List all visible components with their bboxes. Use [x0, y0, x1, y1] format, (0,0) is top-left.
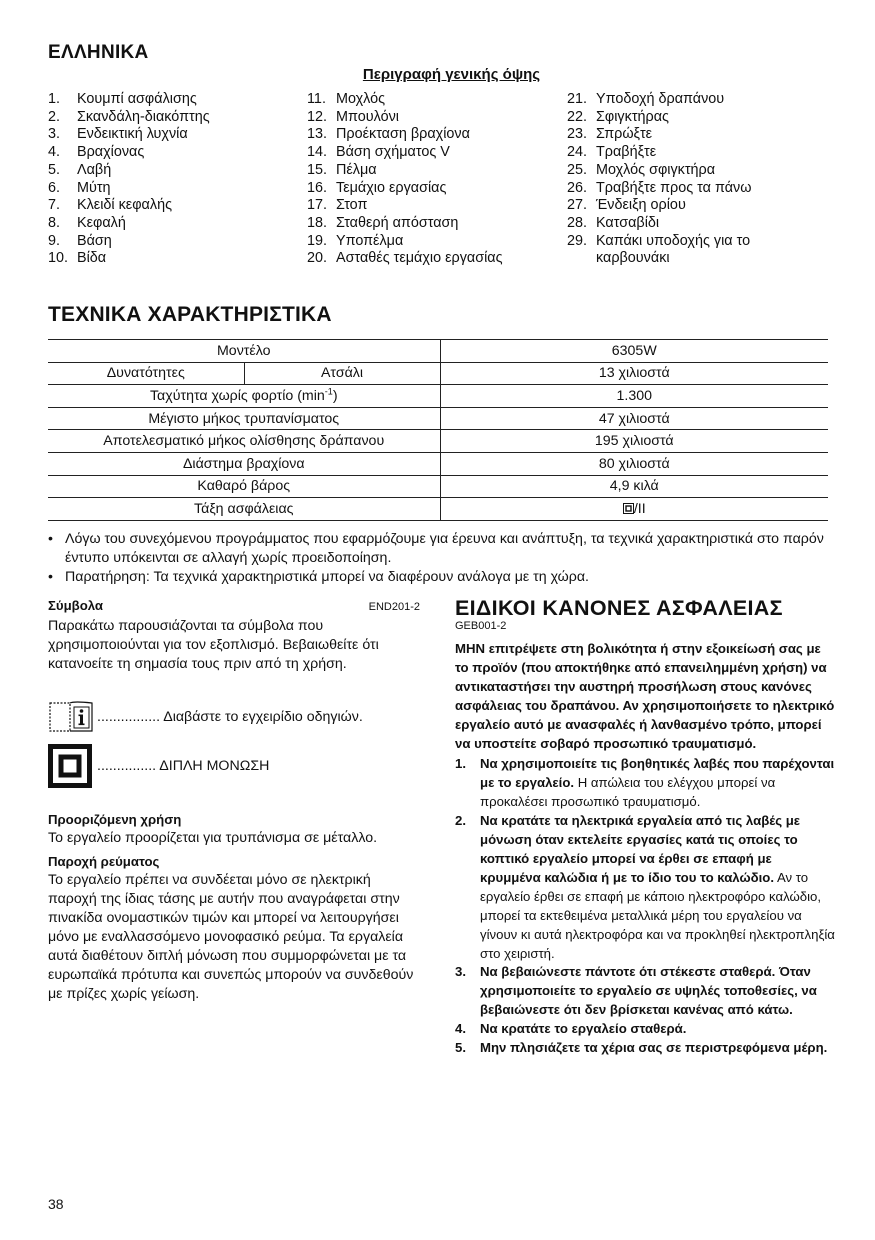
- list-item: 4. Βραχίονας: [48, 144, 145, 161]
- list-item: 3. Ενδεικτική λυχνία: [48, 126, 188, 143]
- list-item: 23. Σπρώξτε: [567, 126, 653, 143]
- list-item: 9. Βάση: [48, 232, 112, 249]
- list-item: • Λόγω του συνεχόμενου προγράμματος που εφαρμόζουμε για έρευνα και ανάπτυξη, τα τεχνικά χαρακτηριστικά στο παρόν έντυπο υπόκεινται σε αλλαγή χωρίς προειδοποίηση.: [48, 531, 824, 566]
- list-item: 26. Τραβήξτε προς τα πάνω: [567, 179, 752, 196]
- spec-value: 4,9 κιλά: [440, 475, 828, 498]
- list-item: 21. Υποδοχή δραπάνου: [567, 91, 725, 107]
- page-number: 38: [48, 1196, 64, 1212]
- double-insulation-icon: [623, 503, 634, 514]
- table-row: [48, 430, 828, 453]
- table-row: [48, 498, 828, 521]
- list-item: 27. Ένδειξη ορίου: [567, 197, 686, 214]
- spec-label: Διάστημα βραχίονα: [48, 452, 440, 475]
- power-supply-section: [48, 852, 420, 1004]
- list-item: 7. Κλειδί κεφαλής: [48, 197, 173, 214]
- list-item: 1. Να χρησιμοποιείτε τις βοηθητικές λαβές που παρέχονται με το εργαλείο. Η απώλεια του ελέγχου μπορεί να προκαλέσει προσωπικό τραυματισμό.: [455, 756, 835, 810]
- table-row: [48, 452, 828, 475]
- intended-use-title: Προοριζόμενη χρήση: [48, 812, 182, 827]
- power-supply-title: Παροχή ρεύματος: [48, 854, 160, 869]
- spec-value: 195 χιλιοστά: [440, 430, 828, 453]
- symbols-intro: Παρακάτω παρουσιάζονται τα σύμβολα που χρησιμοποιούνται για τον εξοπλισμό. Βεβαιωθείτε ότι κατανοείτε τη σημασία τους πριν από τη χρήση.: [48, 618, 379, 672]
- list-item: 10. Βίδα: [48, 250, 107, 267]
- list-item: 6. Μύτη: [48, 179, 111, 196]
- list-item: 19. Υποπέλμα: [307, 232, 404, 249]
- safety-rules-list: [455, 755, 835, 1058]
- list-item: 12. Μπουλόνι: [307, 108, 399, 125]
- table-row: [48, 385, 828, 408]
- safety-class-value: /II: [440, 498, 828, 521]
- overview-title: Περιγραφή γενικής όψης: [362, 66, 541, 83]
- specifications-table: [48, 339, 828, 521]
- symbols-title: Σύμβολα: [48, 598, 104, 613]
- capacity-sub-label: Ατσάλι: [244, 362, 440, 385]
- double-insulation-text: ............... ΔΙΠΛΗ ΜΟΝΩΣΗ: [97, 757, 270, 774]
- list-item: 18. Σταθερή απόσταση: [307, 214, 459, 231]
- specifications-heading: ΤΕΧΝΙΚΑ ΧΑΡΑΚΤΗΡΙΣΤΙΚΑ: [48, 303, 332, 326]
- double-insulation-row: [48, 744, 420, 788]
- list-item: 20. Ασταθές τεμάχιο εργασίας: [307, 250, 503, 267]
- list-item: 17. Στοπ: [307, 197, 368, 214]
- speed-value: 1.300: [440, 385, 828, 408]
- intended-use-section: [48, 810, 420, 848]
- list-item: 11. Μοχλός: [307, 91, 386, 107]
- model-value: 6305W: [440, 340, 828, 363]
- list-item: 29. Καπάκι υποδοχής για το καρβουνάκι: [567, 232, 751, 267]
- parts-list-col-1: [48, 91, 298, 268]
- capacity-value: 13 χιλιοστά: [440, 362, 828, 385]
- list-item: 28. Κατσαβίδι: [567, 214, 660, 231]
- table-row: [48, 475, 828, 498]
- safety-class-label: Τάξη ασφάλειας: [48, 498, 440, 521]
- model-label: Μοντέλο: [48, 340, 440, 363]
- spec-notes: [48, 530, 838, 587]
- safety-rules-body: [455, 640, 835, 1058]
- list-item: 16. Τεμάχιο εργασίας: [307, 179, 447, 196]
- list-item: 1. Κουμπί ασφάλισης: [48, 91, 197, 107]
- list-item: 5. Λαβή: [48, 161, 112, 178]
- list-item: 2. Σκανδάλη-διακόπτης: [48, 108, 210, 125]
- speed-label: Ταχύτητα χωρίς φορτίο $(\min^{-1})$: [48, 385, 440, 408]
- read-manual-icon: [48, 700, 94, 734]
- capacity-label: Δυνατότητες: [48, 362, 244, 385]
- power-supply-text: Το εργαλείο πρέπει να συνδέεται μόνο σε ηλεκτρική παροχή της ίδιας τάσης με αυτήν που αναγράφεται στην πινακίδα ονομαστικών τιμών και μπορεί να λειτουργήσει μόνο με εναλλασσόμενο μονοφασικό ρεύμα. Τα εργαλεία αυτά διαθέτουν διπλή μόνωση που συμμορφώνεται με τα ευρωπαϊκά πρότυπα και συνεπώς μπορούν να συνδεθούν με πρίζες χωρίς γείωση.: [48, 872, 414, 1002]
- safety-rules-heading: ΕΙΔΙΚΟΙ ΚΑΝΟΝΕΣ ΑΣΦΑΛΕΙΑΣ: [455, 596, 783, 620]
- symbols-code: END201-2: [368, 601, 420, 613]
- symbols-section: [48, 596, 420, 674]
- list-item: 22. Σφιγκτήρας: [567, 108, 669, 125]
- double-insulation-large-icon: [48, 744, 92, 788]
- safety-intro: ΜΗΝ επιτρέψετε στη βολικότητα ή στην εξοικείωσή σας με το προϊόν (που αποκτήθηκε από επανειλημμένη χρήση) να αντικαταστήσει την αυστηρή προσήλωση στους κανόνες ασφάλειας του δραπάνου. Αν χρησιμοποιήσετε το ηλεκτρικό εργαλείο αυτό με ανασφαλές ή λανθασμένο τρόπο, μπορεί να υποστείτε σοβαρό προσωπικό τραυματισμό.: [455, 641, 835, 751]
- spec-label: Μέγιστο μήκος τρυπανίσματος: [48, 407, 440, 430]
- list-item: 13. Προέκταση βραχίονα: [307, 126, 470, 143]
- parts-list-col-2: [307, 91, 557, 268]
- intended-use-text: Το εργαλείο προορίζεται για τρυπάνισμα σε μέταλλο.: [48, 830, 378, 846]
- read-manual-row: [48, 700, 420, 734]
- spec-label: Αποτελεσματικό μήκος ολίσθησης δράπανου: [48, 430, 440, 453]
- list-item: 24. Τραβήξτε: [567, 144, 657, 161]
- spec-value: 80 χιλιοστά: [440, 452, 828, 475]
- read-manual-text: ................ Διαβάστε το εγχειρίδιο οδηγιών.: [97, 708, 363, 725]
- list-item: 8. Κεφαλή: [48, 214, 126, 231]
- list-item: 25. Μοχλός σφιγκτήρα: [567, 161, 716, 178]
- list-item: 4. Να κρατάτε το εργαλείο σταθερά.: [455, 1021, 687, 1037]
- list-item: 14. Βάση σχήματος V: [307, 144, 450, 161]
- list-item: 5. Μην πλησιάζετε τα χέρια σας σε περιστρεφόμενα μέρη.: [455, 1040, 828, 1056]
- spec-value: 47 χιλιοστά: [440, 407, 828, 430]
- table-row: [48, 362, 828, 385]
- language-heading: ΕΛΛΗΝΙΚΑ: [48, 42, 149, 63]
- list-item: 2. Να κρατάτε τα ηλεκτρικά εργαλεία από τις λαβές με μόνωση όταν εκτελείτε εργασίες κατά τις οποίες το κοπτικό εργαλείο μπορεί να έρθει σε επαφή με κρυμμένα καλώδια ή με το ίδιο του το καλώδιο. Αν το εργαλείο έρθει σε επαφή με κάποιο ηλεκτροφόρο καλώδιο, μπορεί τα εκτεθειμένα μεταλλικά μέρη του εργαλείου να γίνουν κι αυτά ηλεκτροφόρα και να προκληθεί ηλεκτροπληξία στο χειριστή.: [455, 813, 835, 961]
- table-row: [48, 407, 828, 430]
- list-item: 3. Να βεβαιώνεστε πάντοτε ότι στέκεστε σταθερά. Όταν χρησιμοποιείτε το εργαλείο σε υψηλές τοποθεσίες, να βεβαιώνεστε ότι δεν βρίσκεται κανένας από κάτω.: [455, 964, 817, 1018]
- spec-label: Καθαρό βάρος: [48, 475, 440, 498]
- list-item: 15. Πέλμα: [307, 161, 377, 178]
- safety-rules-code: GEB001-2: [455, 620, 507, 632]
- parts-list-col-3: [567, 91, 807, 268]
- table-row: [48, 340, 828, 363]
- list-item: • Παρατήρηση: Τα τεχνικά χαρακτηριστικά μπορεί να διαφέρουν ανάλογα με τη χώρα.: [48, 569, 589, 585]
